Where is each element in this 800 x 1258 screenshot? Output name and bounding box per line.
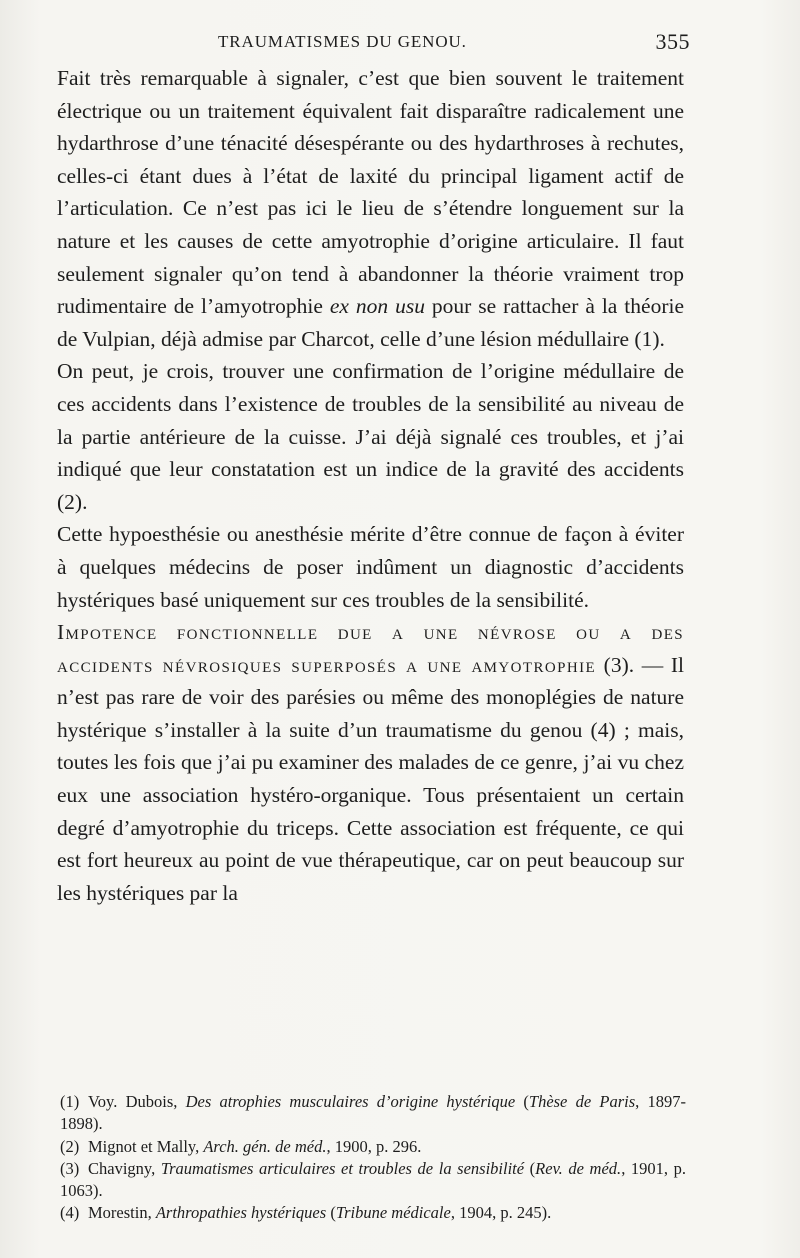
footnotes bbox=[60, 1091, 686, 1225]
footnote-3-title: Traumatismes articulaires et troubles de la sensibilité bbox=[160, 1158, 525, 1178]
footnote-3-author: Chavigny, bbox=[88, 1158, 161, 1178]
paragraph-1-italic: ex non usu bbox=[329, 294, 425, 319]
main-text bbox=[57, 62, 684, 909]
paragraph-3: Cette hypoesthésie ou anesthésie mérite d’être connue de façon à éviter à quelques médecins de poser indûment un diagnostic d’accidents hystériques basé uniquement sur ces troubles de la sensibilité. bbox=[57, 522, 684, 612]
footnote-2-title: Arch. gén. de méd. bbox=[203, 1136, 327, 1156]
footnote-2-number: (2) bbox=[60, 1136, 80, 1156]
footnote-1 bbox=[60, 1091, 686, 1136]
footnote-2-author: Mignot et Mally, bbox=[88, 1136, 204, 1156]
section-heading: Impotence fonctionnelle due a une névrose ou a des accidents névrosiques superposés a une amyotrophie bbox=[57, 620, 684, 677]
footnote-4-author: Morestin, bbox=[88, 1203, 156, 1223]
footnote-4-ref: , 1904, p. 245). bbox=[450, 1203, 552, 1223]
footnote-1-ref: , 1897-1898). bbox=[60, 1092, 687, 1134]
footnote-1-number: (1) bbox=[60, 1092, 80, 1111]
footnote-1-sep: ( bbox=[515, 1092, 529, 1111]
paragraph-2: On peut, je crois, trouver une confirmation de l’origine médullaire de ces accidents dans l’existence de troubles de la sensibilité au niveau de la partie antérieure de la cuisse. J’ai déjà signalé ces troubles, et j’ai indiqué que leur constatation est un indice de la gravité des accidents (2). bbox=[57, 359, 684, 514]
paragraph-4 bbox=[57, 616, 684, 909]
footnote-4-title: Arthropathies hystériques bbox=[155, 1203, 327, 1223]
footnote-1-title: Des atrophies musculaires d’origine hystérique bbox=[185, 1092, 516, 1111]
paragraph-1-text-a: Fait très remarquable à signaler, c’est que bien souvent le traitement électrique ou un traitement équivalent fait disparaître radicalement une hydarthrose d’une ténacité désespérante ou des hydarthroses à rechutes, celles-ci étant dues à l’état de laxité du principal ligament actif de l’articulation. Ce n’est pas ici le lieu de s’étendre longuement sur la nature et les causes de cette amyotrophie d’origine articulaire. Il faut seulement signaler qu’on tend à abandonner la théorie vraiment trop rudimentaire de l’amyotrophie bbox=[57, 66, 684, 319]
footnote-3-ref: , 1901, p. 1063). bbox=[60, 1158, 687, 1201]
running-title: TRAUMATISMES DU GENOU. bbox=[218, 32, 467, 51]
footnote-3-number: (3) bbox=[60, 1158, 80, 1178]
footnote-4-source: Tribune médicale bbox=[335, 1203, 451, 1223]
page-number: 355 bbox=[655, 29, 690, 54]
footnote-4-number: (4) bbox=[60, 1203, 80, 1223]
paragraph-4-text: (3). — Il n’est pas rare de voir des parésies ou même des monoplégies de nature hystérique s’installer à la suite d’un traumatisme du genou (4) ; mais, toutes les fois que j’ai pu examiner des malades de ce genre, j’ai vu chez eux une association hystéro-organique. Tous présentaient un certain degré d’amyotrophie du triceps. Cette association est fréquente, ce qui est fort heureux au point de vue thérapeutique, car on peut beaucoup sur les hystériques par la bbox=[57, 652, 684, 905]
footnote-3-sep: ( bbox=[524, 1158, 536, 1178]
footnote-4 bbox=[60, 1202, 686, 1224]
footnote-1-source: Thèse de Paris bbox=[528, 1092, 636, 1111]
footnote-3 bbox=[60, 1158, 686, 1203]
footnote-2 bbox=[60, 1136, 686, 1158]
footnote-1-author: Voy. Dubois, bbox=[88, 1092, 186, 1111]
paragraph-1-text-b: pour se rattacher à la théorie de Vulpian, déjà admise par Charcot, celle d’une lésion médullaire (1). bbox=[57, 294, 685, 351]
running-header bbox=[60, 29, 690, 58]
footnote-3-source: Rev. de méd. bbox=[535, 1158, 622, 1178]
footnote-2-ref: , 1900, p. 296. bbox=[326, 1136, 422, 1156]
paragraph-1 bbox=[57, 62, 684, 355]
footnote-4-sep: ( bbox=[326, 1203, 336, 1223]
